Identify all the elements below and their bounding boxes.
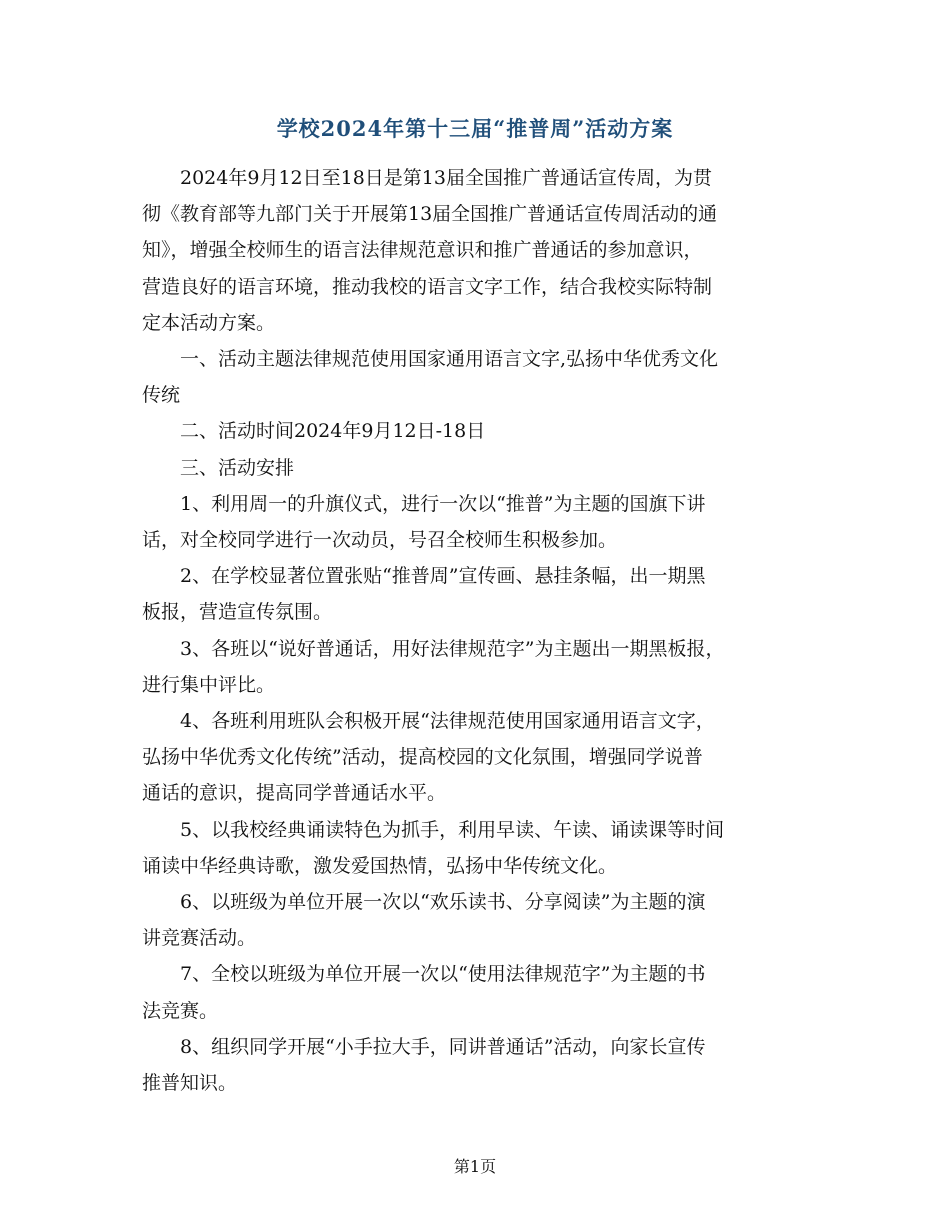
text-line: 营造良好的语言环境，推动我校的语言文字工作，结合我校实际特制 bbox=[142, 275, 713, 298]
text-line: 7、全校以班级为单位开展一次以“使用法律规范字”为主题的书 bbox=[180, 963, 706, 986]
text-line: 6、以班级为单位开展一次以“欢乐读书、分享阅读”为主题的演 bbox=[180, 891, 706, 914]
list-item-3 bbox=[142, 631, 818, 703]
list-item-5 bbox=[142, 812, 818, 884]
text-line: 弘扬中华优秀文化传统”活动，提高校园的文化氛围，增强同学说普 bbox=[142, 746, 703, 769]
text-line: 通话的意识，提高同学普通话水平。 bbox=[142, 782, 447, 805]
text-line: 讲竞赛活动。 bbox=[142, 927, 257, 950]
section-theme bbox=[142, 341, 818, 413]
list-item-1 bbox=[142, 486, 818, 558]
text-line: 传统 bbox=[142, 384, 181, 407]
text-line: 3、各班以“说好普通话，用好法律规范字”为主题出一期黑板报， bbox=[180, 637, 725, 660]
text-line: 定本活动方案。 bbox=[142, 311, 276, 334]
list-item-7 bbox=[142, 956, 818, 1028]
list-item-4 bbox=[142, 703, 818, 812]
text-line: 一、活动主题法律规范使用国家通用语言文字,弘扬中华优秀文化 bbox=[180, 348, 719, 371]
list-item-8 bbox=[142, 1029, 818, 1101]
text-line: 诵读中华经典诗歌，激发爱国热情，弘扬中华传统文化。 bbox=[142, 854, 618, 877]
list-item-2 bbox=[142, 558, 818, 630]
document-title: 学校2024年第十三届“推普周”活动方案 bbox=[276, 116, 674, 141]
text-line: 板报，营造宣传氛围。 bbox=[142, 601, 333, 624]
text-line: 法竞赛。 bbox=[142, 999, 219, 1022]
text-line: 2、在学校显著位置张贴“推普周”宣传画、悬挂条幅，出一期黑 bbox=[180, 565, 706, 588]
text-line: 4、各班利用班队会积极开展“法律规范使用国家通用语言文字， bbox=[180, 710, 715, 733]
text-line: 1、利用周一的升旗仪式，进行一次以“推普”为主题的国旗下讲 bbox=[180, 492, 706, 515]
intro-paragraph bbox=[142, 160, 818, 341]
text-line: 8、组织同学开展“小手拉大手，同讲普通话”活动，向家长宣传 bbox=[180, 1035, 706, 1058]
text-line: 5、以我校经典诵读特色为抓手，利用早读、午读、诵读课等时间 bbox=[180, 818, 725, 841]
section-time: 二、活动时间2024年9月12日-18日 bbox=[180, 420, 486, 443]
text-line: 2024年9月12日至18日是第13届全国推广普通话宣传周，为贯 bbox=[180, 167, 712, 189]
document-body bbox=[142, 160, 818, 1101]
section-arrangement-heading: 三、活动安排 bbox=[180, 456, 295, 479]
page-number: 第1页 bbox=[453, 1157, 497, 1176]
text-line: 进行集中评比。 bbox=[142, 673, 276, 696]
text-line: 话，对全校同学进行一次动员，号召全校师生积极参加。 bbox=[142, 529, 618, 552]
list-item-6 bbox=[142, 884, 818, 956]
text-line: 彻《教育部等九部门关于开展第13届全国推广普通话宣传周活动的通 bbox=[142, 203, 718, 226]
text-line: 推普知识。 bbox=[142, 1072, 238, 1095]
text-line: 知》，增强全校师生的语言法律规范意识和推广普通话的参加意识， bbox=[142, 239, 703, 262]
